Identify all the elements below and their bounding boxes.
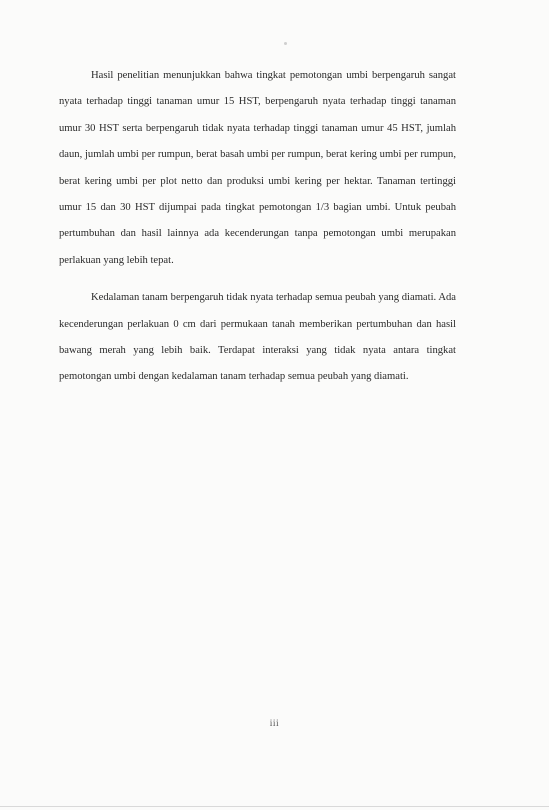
scan-edge-line bbox=[0, 806, 549, 807]
page-number: iii bbox=[269, 719, 280, 729]
paragraph-2: Kedalaman tanam berpengaruh tidak nyata terhadap semua peubah yang diamati. Ada kecenderungan perlakuan 0 cm dari permukaan tanah memberikan pertumbuhan dan hasil bawang merah yang lebih baik. Terdapat interaksi yang tidak nyata antara tingkat pemotongan umbi dengan kedalaman tanam terhadap semua peubah yang diamati. bbox=[59, 292, 456, 383]
body-text bbox=[59, 63, 456, 402]
scan-speck bbox=[284, 42, 287, 45]
paragraph-1: Hasil penelitian menunjukkan bahwa tingkat pemotongan umbi berpengaruh sangat nyata terhadap tinggi tanaman umur 15 HST, berpengaruh nyata terhadap tinggi tanaman umur 30 HST serta berpengaruh tidak nyata terhadap tinggi tanaman umur 45 HST, jumlah daun, jumlah umbi per rumpun, berat basah umbi per rumpun, berat kering umbi per rumpun, berat kering umbi per plot netto dan produksi umbi kering per hektar. Tanaman tertinggi umur 15 dan 30 HST dijumpai pada tingkat pemotongan 1/3 bagian umbi. Untuk peubah pertumbuhan dan hasil lainnya ada kecenderungan tanpa pemotongan umbi merupakan perlakuan yang lebih tepat. bbox=[59, 70, 456, 266]
